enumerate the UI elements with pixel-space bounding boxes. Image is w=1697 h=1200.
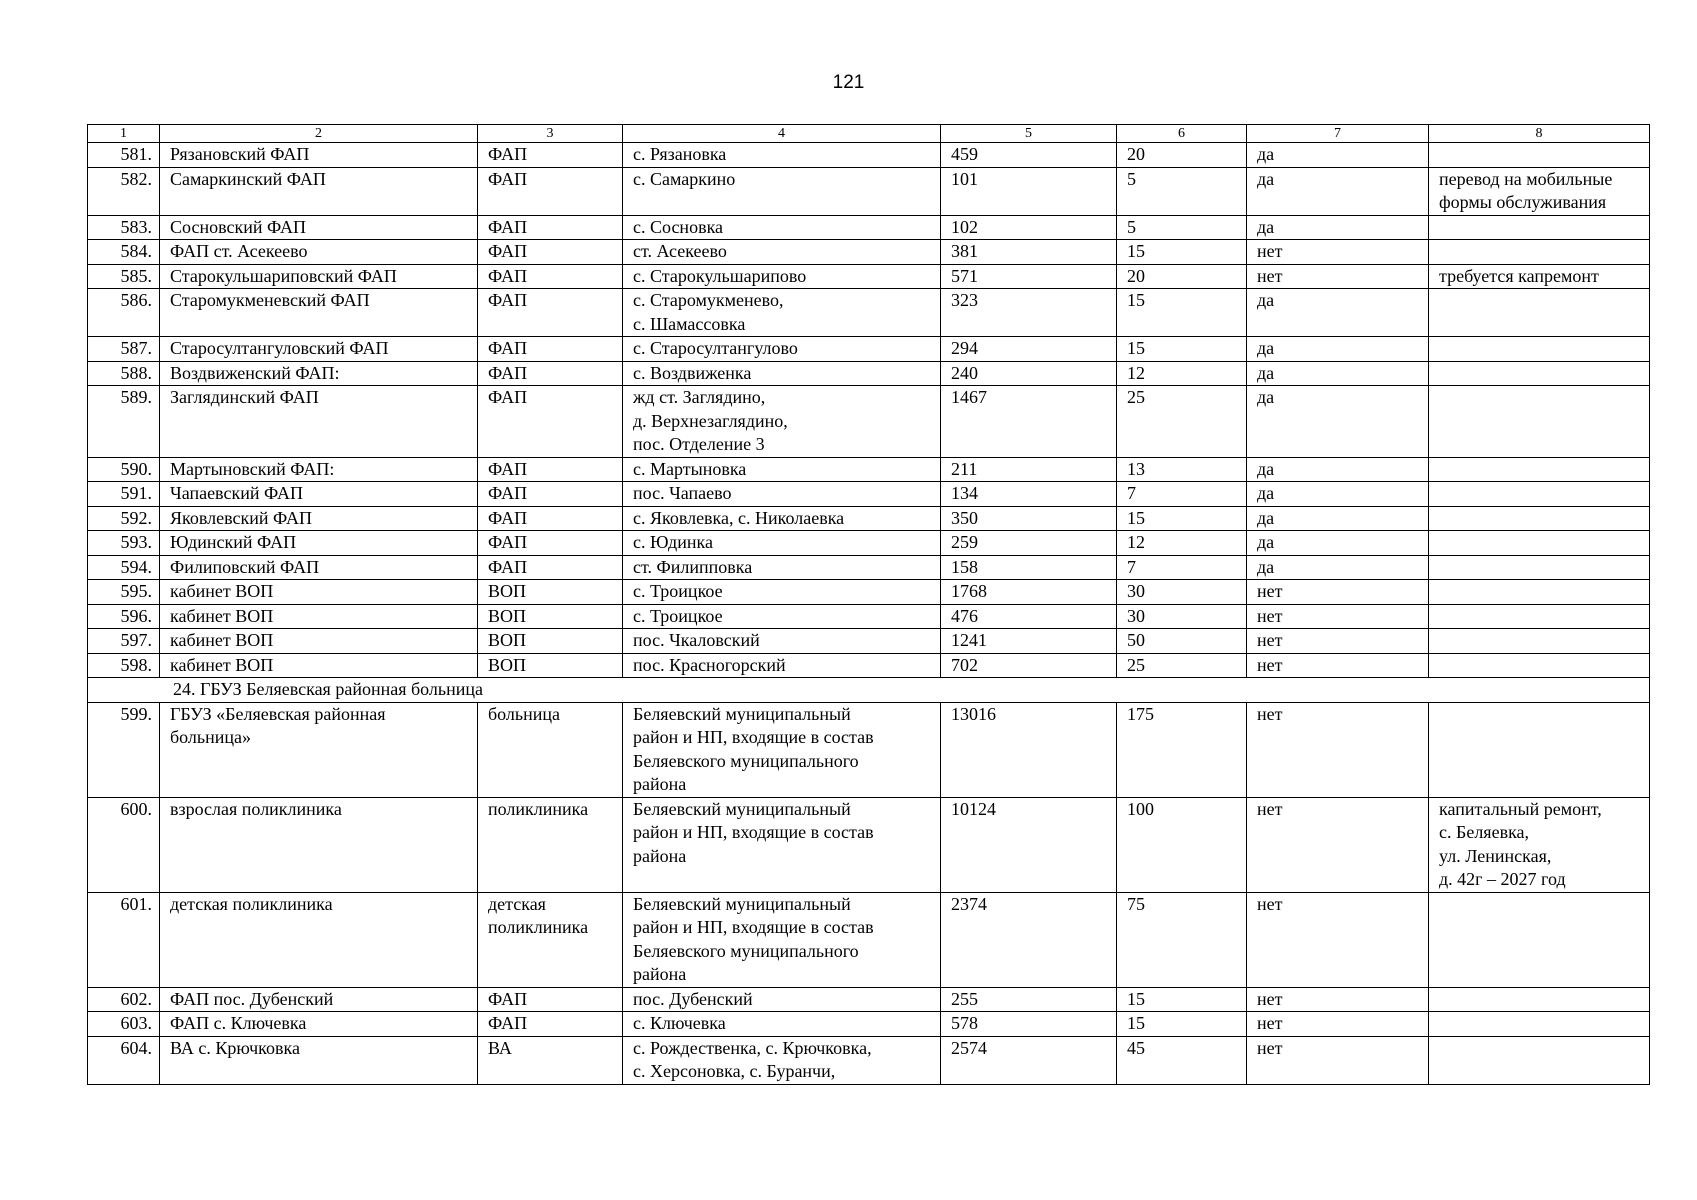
population-cell: 294 xyxy=(941,337,1117,362)
table-row xyxy=(88,987,1650,1012)
value-cell: 30 xyxy=(1117,604,1247,629)
facility-name-cell: ФАП ст. Асекеево xyxy=(160,240,478,265)
value-cell: 7 xyxy=(1117,555,1247,580)
note-cell: требуется капремонт xyxy=(1429,264,1650,289)
locality-cell: с. Яковлевка, с. Николаевка xyxy=(623,506,941,531)
locality-cell: с. Троицкое xyxy=(623,604,941,629)
value-cell: 7 xyxy=(1117,482,1247,507)
facility-name-cell: Юдинский ФАП xyxy=(160,531,478,556)
table-row xyxy=(88,797,1650,892)
population-cell: 1467 xyxy=(941,386,1117,458)
facility-type-cell: ФАП xyxy=(478,386,623,458)
flag-cell: нет xyxy=(1247,653,1429,678)
facility-type-cell: ФАП xyxy=(478,457,623,482)
flag-cell: нет xyxy=(1247,797,1429,892)
value-cell: 20 xyxy=(1117,143,1247,168)
note-cell xyxy=(1429,987,1650,1012)
row-number-cell: 585. xyxy=(88,264,160,289)
flag-cell: да xyxy=(1247,215,1429,240)
note-cell xyxy=(1429,506,1650,531)
facility-type-cell: ВОП xyxy=(478,653,623,678)
column-header: 6 xyxy=(1117,125,1247,143)
locality-cell: с. Троицкое xyxy=(623,580,941,605)
note-cell xyxy=(1429,215,1650,240)
row-number-cell: 593. xyxy=(88,531,160,556)
row-number-cell: 602. xyxy=(88,987,160,1012)
value-cell: 15 xyxy=(1117,987,1247,1012)
facility-type-cell: поликлиника xyxy=(478,797,623,892)
flag-cell: нет xyxy=(1247,629,1429,654)
value-cell: 45 xyxy=(1117,1036,1247,1084)
row-number-cell: 586. xyxy=(88,289,160,337)
facility-type-cell: больница xyxy=(478,702,623,797)
population-cell: 2574 xyxy=(941,1036,1117,1084)
flag-cell: нет xyxy=(1247,1012,1429,1037)
row-number-cell: 595. xyxy=(88,580,160,605)
row-number-cell: 604. xyxy=(88,1036,160,1084)
population-cell: 350 xyxy=(941,506,1117,531)
column-header: 8 xyxy=(1429,125,1650,143)
flag-cell: да xyxy=(1247,167,1429,215)
flag-cell: да xyxy=(1247,143,1429,168)
table-body xyxy=(88,143,1650,1085)
facility-type-cell: ВА xyxy=(478,1036,623,1084)
locality-cell: с. Рязановка xyxy=(623,143,941,168)
row-number-cell: 600. xyxy=(88,797,160,892)
locality-cell: с. Юдинка xyxy=(623,531,941,556)
row-number-cell: 582. xyxy=(88,167,160,215)
facility-name-cell: кабинет ВОП xyxy=(160,580,478,605)
population-cell: 1241 xyxy=(941,629,1117,654)
table-row xyxy=(88,482,1650,507)
population-cell: 702 xyxy=(941,653,1117,678)
facility-type-cell: ФАП xyxy=(478,264,623,289)
value-cell: 15 xyxy=(1117,337,1247,362)
facility-name-cell: ВА с. Крючковка xyxy=(160,1036,478,1084)
table-row xyxy=(88,629,1650,654)
locality-cell: с. Воздвиженка xyxy=(623,361,941,386)
note-cell xyxy=(1429,1036,1650,1084)
locality-cell: пос. Чапаево xyxy=(623,482,941,507)
facility-type-cell: ФАП xyxy=(478,215,623,240)
value-cell: 20 xyxy=(1117,264,1247,289)
facility-name-cell: Рязановский ФАП xyxy=(160,143,478,168)
facility-type-cell: ВОП xyxy=(478,580,623,605)
table-row xyxy=(88,215,1650,240)
facility-name-cell: Чапаевский ФАП xyxy=(160,482,478,507)
row-number-cell: 591. xyxy=(88,482,160,507)
note-cell xyxy=(1429,289,1650,337)
flag-cell: нет xyxy=(1247,240,1429,265)
facility-name-cell: Мартыновский ФАП: xyxy=(160,457,478,482)
note-cell xyxy=(1429,386,1650,458)
row-number-cell: 583. xyxy=(88,215,160,240)
table-row xyxy=(88,555,1650,580)
population-cell: 259 xyxy=(941,531,1117,556)
row-number-cell: 584. xyxy=(88,240,160,265)
note-cell xyxy=(1429,604,1650,629)
facility-type-cell: ФАП xyxy=(478,167,623,215)
table-row xyxy=(88,386,1650,458)
flag-cell: нет xyxy=(1247,1036,1429,1084)
locality-cell: с. Сосновка xyxy=(623,215,941,240)
facility-type-cell: ФАП xyxy=(478,289,623,337)
row-number-cell: 594. xyxy=(88,555,160,580)
flag-cell: нет xyxy=(1247,604,1429,629)
facility-type-cell: ФАП xyxy=(478,531,623,556)
population-cell: 158 xyxy=(941,555,1117,580)
note-cell xyxy=(1429,629,1650,654)
population-cell: 323 xyxy=(941,289,1117,337)
value-cell: 12 xyxy=(1117,531,1247,556)
value-cell: 15 xyxy=(1117,240,1247,265)
table-row xyxy=(88,702,1650,797)
population-cell: 102 xyxy=(941,215,1117,240)
value-cell: 15 xyxy=(1117,1012,1247,1037)
row-number-cell: 599. xyxy=(88,702,160,797)
locality-cell: жд ст. Заглядино, д. Верхнезаглядино, пос. Отделение 3 xyxy=(623,386,941,458)
population-cell: 134 xyxy=(941,482,1117,507)
value-cell: 25 xyxy=(1117,386,1247,458)
note-cell: капитальный ремонт, с. Беляевка, ул. Ленинская, д. 42г – 2027 год xyxy=(1429,797,1650,892)
value-cell: 100 xyxy=(1117,797,1247,892)
flag-cell: нет xyxy=(1247,264,1429,289)
table-row xyxy=(88,892,1650,987)
table-row xyxy=(88,653,1650,678)
note-cell xyxy=(1429,143,1650,168)
row-number-cell: 603. xyxy=(88,1012,160,1037)
locality-cell: Беляевский муниципальный район и НП, входящие в состав Беляевского муниципального района xyxy=(623,892,941,987)
population-cell: 101 xyxy=(941,167,1117,215)
population-cell: 255 xyxy=(941,987,1117,1012)
locality-cell: с. Рождественка, с. Крючковка, с. Херсоновка, с. Буранчи, xyxy=(623,1036,941,1084)
facility-type-cell: ВОП xyxy=(478,604,623,629)
value-cell: 5 xyxy=(1117,167,1247,215)
facility-type-cell: ФАП xyxy=(478,240,623,265)
table-row xyxy=(88,1012,1650,1037)
table-row xyxy=(88,264,1650,289)
note-cell xyxy=(1429,361,1650,386)
locality-cell: Беляевский муниципальный район и НП, входящие в состав Беляевского муниципального района xyxy=(623,702,941,797)
flag-cell: да xyxy=(1247,531,1429,556)
note-cell xyxy=(1429,653,1650,678)
note-cell xyxy=(1429,482,1650,507)
value-cell: 75 xyxy=(1117,892,1247,987)
row-number-cell: 601. xyxy=(88,892,160,987)
value-cell: 15 xyxy=(1117,506,1247,531)
column-header: 3 xyxy=(478,125,623,143)
flag-cell: нет xyxy=(1247,987,1429,1012)
locality-cell: ст. Асекеево xyxy=(623,240,941,265)
facility-name-cell: Самаркинский ФАП xyxy=(160,167,478,215)
column-header: 5 xyxy=(941,125,1117,143)
population-cell: 578 xyxy=(941,1012,1117,1037)
facility-name-cell: кабинет ВОП xyxy=(160,629,478,654)
facility-name-cell: ГБУЗ «Беляевская районная больница» xyxy=(160,702,478,797)
facility-name-cell: Заглядинский ФАП xyxy=(160,386,478,458)
value-cell: 12 xyxy=(1117,361,1247,386)
population-cell: 211 xyxy=(941,457,1117,482)
value-cell: 25 xyxy=(1117,653,1247,678)
population-cell: 240 xyxy=(941,361,1117,386)
facilities-table xyxy=(87,124,1650,1085)
locality-cell: с. Ключевка xyxy=(623,1012,941,1037)
table-row xyxy=(88,143,1650,168)
note-cell xyxy=(1429,1012,1650,1037)
column-header: 4 xyxy=(623,125,941,143)
facility-name-cell: Старосултангуловский ФАП xyxy=(160,337,478,362)
note-cell: перевод на мобильные формы обслуживания xyxy=(1429,167,1650,215)
note-cell xyxy=(1429,580,1650,605)
facility-name-cell: Старокульшариповский ФАП xyxy=(160,264,478,289)
note-cell xyxy=(1429,457,1650,482)
facility-name-cell: Сосновский ФАП xyxy=(160,215,478,240)
page-number: 121 xyxy=(832,72,865,93)
row-number-cell: 588. xyxy=(88,361,160,386)
table-row xyxy=(88,361,1650,386)
locality-cell: с. Мартыновка xyxy=(623,457,941,482)
facility-type-cell: ФАП xyxy=(478,337,623,362)
population-cell: 459 xyxy=(941,143,1117,168)
locality-cell: с. Старокульшарипово xyxy=(623,264,941,289)
facility-name-cell: Старомукменевский ФАП xyxy=(160,289,478,337)
locality-cell: ст. Филипповка xyxy=(623,555,941,580)
value-cell: 175 xyxy=(1117,702,1247,797)
row-number-cell: 590. xyxy=(88,457,160,482)
section-title: 24. ГБУЗ Беляевская районная больница xyxy=(88,678,1650,703)
facility-name-cell: Яковлевский ФАП xyxy=(160,506,478,531)
value-cell: 15 xyxy=(1117,289,1247,337)
flag-cell: да xyxy=(1247,386,1429,458)
locality-cell: Беляевский муниципальный район и НП, входящие в состав района xyxy=(623,797,941,892)
flag-cell: нет xyxy=(1247,580,1429,605)
row-number-cell: 596. xyxy=(88,604,160,629)
value-cell: 50 xyxy=(1117,629,1247,654)
table-row xyxy=(88,1036,1650,1084)
facility-name-cell: ФАП с. Ключевка xyxy=(160,1012,478,1037)
facility-type-cell: ФАП xyxy=(478,482,623,507)
table-row xyxy=(88,531,1650,556)
table-row xyxy=(88,167,1650,215)
column-header: 7 xyxy=(1247,125,1429,143)
table-row xyxy=(88,240,1650,265)
flag-cell: да xyxy=(1247,457,1429,482)
locality-cell: с. Самаркино xyxy=(623,167,941,215)
row-number-cell: 598. xyxy=(88,653,160,678)
note-cell xyxy=(1429,531,1650,556)
population-cell: 2374 xyxy=(941,892,1117,987)
table-row xyxy=(88,289,1650,337)
facility-type-cell: ФАП xyxy=(478,506,623,531)
flag-cell: да xyxy=(1247,361,1429,386)
table-row xyxy=(88,604,1650,629)
population-cell: 571 xyxy=(941,264,1117,289)
note-cell xyxy=(1429,337,1650,362)
facility-type-cell: ВОП xyxy=(478,629,623,654)
row-number-cell: 592. xyxy=(88,506,160,531)
facility-name-cell: кабинет ВОП xyxy=(160,604,478,629)
population-cell: 10124 xyxy=(941,797,1117,892)
table-row xyxy=(88,580,1650,605)
facility-name-cell: Воздвиженский ФАП: xyxy=(160,361,478,386)
section-row xyxy=(88,678,1650,703)
flag-cell: да xyxy=(1247,337,1429,362)
facility-name-cell: взрослая поликлиника xyxy=(160,797,478,892)
locality-cell: с. Старосултангулово xyxy=(623,337,941,362)
note-cell xyxy=(1429,892,1650,987)
column-header: 2 xyxy=(160,125,478,143)
locality-cell: пос. Дубенский xyxy=(623,987,941,1012)
facility-name-cell: кабинет ВОП xyxy=(160,653,478,678)
facility-type-cell: ФАП xyxy=(478,1012,623,1037)
note-cell xyxy=(1429,240,1650,265)
population-cell: 13016 xyxy=(941,702,1117,797)
locality-cell: пос. Чкаловский xyxy=(623,629,941,654)
table-row xyxy=(88,337,1650,362)
facility-type-cell: ФАП xyxy=(478,555,623,580)
facility-type-cell: ФАП xyxy=(478,987,623,1012)
facility-type-cell: ФАП xyxy=(478,361,623,386)
value-cell: 5 xyxy=(1117,215,1247,240)
row-number-cell: 587. xyxy=(88,337,160,362)
note-cell xyxy=(1429,555,1650,580)
facility-type-cell: детская поликлиника xyxy=(478,892,623,987)
value-cell: 30 xyxy=(1117,580,1247,605)
row-number-cell: 597. xyxy=(88,629,160,654)
flag-cell: да xyxy=(1247,289,1429,337)
population-cell: 1768 xyxy=(941,580,1117,605)
table-row xyxy=(88,457,1650,482)
facility-name-cell: детская поликлиника xyxy=(160,892,478,987)
facility-name-cell: Филиповский ФАП xyxy=(160,555,478,580)
flag-cell: да xyxy=(1247,506,1429,531)
population-cell: 476 xyxy=(941,604,1117,629)
population-cell: 381 xyxy=(941,240,1117,265)
column-number-row xyxy=(88,125,1650,143)
row-number-cell: 589. xyxy=(88,386,160,458)
flag-cell: да xyxy=(1247,482,1429,507)
table-row xyxy=(88,506,1650,531)
facility-type-cell: ФАП xyxy=(478,143,623,168)
flag-cell: нет xyxy=(1247,892,1429,987)
row-number-cell: 581. xyxy=(88,143,160,168)
flag-cell: нет xyxy=(1247,702,1429,797)
flag-cell: да xyxy=(1247,555,1429,580)
facility-name-cell: ФАП пос. Дубенский xyxy=(160,987,478,1012)
column-header: 1 xyxy=(88,125,160,143)
note-cell xyxy=(1429,702,1650,797)
value-cell: 13 xyxy=(1117,457,1247,482)
locality-cell: пос. Красногорский xyxy=(623,653,941,678)
locality-cell: с. Старомукменево, с. Шамассовка xyxy=(623,289,941,337)
